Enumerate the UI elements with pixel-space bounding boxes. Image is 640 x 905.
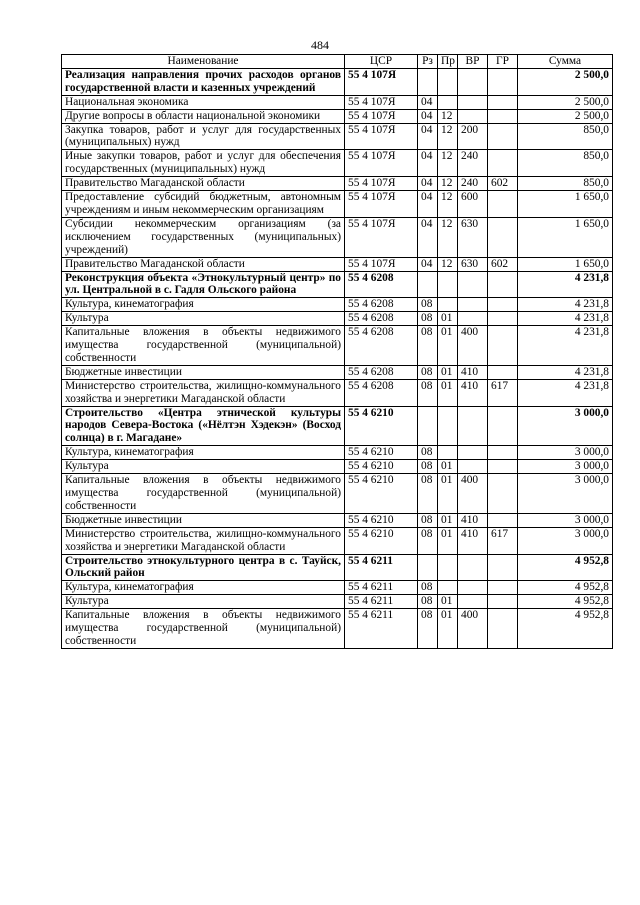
cell-csr: 55 4 6208 [345,326,418,366]
table-row [62,312,613,326]
cell-rz: 08 [418,326,438,366]
cell-vr: 600 [458,191,488,218]
cell-gr [488,365,518,379]
cell-vr [458,460,488,474]
table-row [62,217,613,257]
cell-name: Капитальные вложения в объекты недвижимого имущества государственной (муниципальной) собственности [62,326,345,366]
cell-vr: 400 [458,474,488,514]
cell-pr: 01 [438,474,458,514]
column-header-gr: ГР [488,55,518,69]
cell-vr [458,298,488,312]
cell-csr: 55 4 6210 [345,527,418,554]
cell-rz: 08 [418,581,438,595]
cell-csr: 55 4 107Я [345,217,418,257]
cell-gr [488,554,518,581]
cell-sum: 4 952,8 [518,595,613,609]
cell-vr [458,554,488,581]
table-row [62,123,613,150]
cell-csr: 55 4 6210 [345,474,418,514]
cell-vr [458,95,488,109]
table-row [62,95,613,109]
cell-gr [488,581,518,595]
cell-pr [438,68,458,95]
cell-vr: 630 [458,257,488,271]
cell-name: Культура, кинематография [62,581,345,595]
cell-sum: 3 000,0 [518,513,613,527]
cell-name: Национальная экономика [62,95,345,109]
cell-vr [458,271,488,298]
cell-gr [488,68,518,95]
cell-sum: 3 000,0 [518,446,613,460]
cell-vr [458,406,488,446]
cell-rz [418,271,438,298]
cell-rz: 08 [418,609,438,649]
cell-gr: 602 [488,257,518,271]
cell-csr: 55 4 6208 [345,298,418,312]
table-row [62,257,613,271]
cell-csr: 55 4 6211 [345,595,418,609]
cell-csr: 55 4 6211 [345,554,418,581]
cell-name: Министерство строительства, жилищно-коммунального хозяйства и энергетики Магаданской области [62,527,345,554]
cell-gr [488,271,518,298]
cell-pr: 12 [438,150,458,177]
cell-csr: 55 4 107Я [345,177,418,191]
cell-pr: 12 [438,109,458,123]
cell-pr: 12 [438,177,458,191]
cell-pr: 12 [438,217,458,257]
cell-vr: 200 [458,123,488,150]
cell-pr [438,271,458,298]
column-header-pr: Пр [438,55,458,69]
cell-pr [438,446,458,460]
cell-name: Культура [62,312,345,326]
cell-pr: 01 [438,365,458,379]
cell-pr: 01 [438,326,458,366]
cell-pr: 12 [438,123,458,150]
cell-sum: 4 952,8 [518,609,613,649]
cell-name: Реконструкция объекта «Этнокультурный центр» по ул. Центральной в с. Гадля Ольского района [62,271,345,298]
cell-csr: 55 4 6210 [345,446,418,460]
cell-sum: 4 231,8 [518,298,613,312]
cell-gr [488,95,518,109]
cell-sum: 2 500,0 [518,95,613,109]
cell-sum: 1 650,0 [518,191,613,218]
cell-pr: 01 [438,595,458,609]
cell-name: Бюджетные инвестиции [62,365,345,379]
cell-sum: 4 952,8 [518,581,613,595]
cell-pr [438,406,458,446]
header-row [62,55,613,69]
cell-rz: 04 [418,191,438,218]
cell-pr: 01 [438,609,458,649]
cell-gr [488,109,518,123]
cell-sum: 4 231,8 [518,326,613,366]
cell-csr: 55 4 107Я [345,257,418,271]
cell-sum: 3 000,0 [518,406,613,446]
cell-name: Правительство Магаданской области [62,257,345,271]
table-row [62,554,613,581]
cell-vr [458,581,488,595]
table-row [62,365,613,379]
cell-rz [418,554,438,581]
cell-sum: 4 952,8 [518,554,613,581]
table-row [62,474,613,514]
table-row [62,513,613,527]
column-header-sum: Сумма [518,55,613,69]
cell-csr: 55 4 6208 [345,365,418,379]
cell-gr [488,446,518,460]
cell-rz: 08 [418,365,438,379]
cell-csr: 55 4 107Я [345,123,418,150]
cell-rz: 04 [418,95,438,109]
cell-pr [438,581,458,595]
cell-vr [458,312,488,326]
cell-pr: 01 [438,513,458,527]
cell-rz: 08 [418,474,438,514]
cell-name: Культура [62,595,345,609]
cell-sum: 2 500,0 [518,68,613,95]
cell-name: Культура, кинематография [62,298,345,312]
cell-sum: 850,0 [518,123,613,150]
cell-name: Закупка товаров, работ и услуг для государственных (муниципальных) нужд [62,123,345,150]
cell-pr [438,554,458,581]
cell-csr: 55 4 107Я [345,95,418,109]
table-body [62,68,613,648]
cell-gr [488,474,518,514]
cell-gr [488,312,518,326]
table-row [62,298,613,312]
cell-vr [458,446,488,460]
cell-name: Другие вопросы в области национальной экономики [62,109,345,123]
cell-sum: 4 231,8 [518,379,613,406]
column-header-vr: ВР [458,55,488,69]
cell-pr: 12 [438,257,458,271]
table-row [62,609,613,649]
cell-sum: 1 650,0 [518,217,613,257]
cell-pr [438,298,458,312]
cell-rz: 04 [418,150,438,177]
cell-gr [488,609,518,649]
cell-rz: 04 [418,123,438,150]
cell-sum: 4 231,8 [518,312,613,326]
cell-sum: 4 231,8 [518,271,613,298]
cell-gr [488,460,518,474]
cell-name: Культура [62,460,345,474]
cell-csr: 55 4 6211 [345,581,418,595]
cell-csr: 55 4 6210 [345,513,418,527]
cell-name: Правительство Магаданской области [62,177,345,191]
cell-gr [488,191,518,218]
cell-csr: 55 4 6210 [345,460,418,474]
cell-rz: 08 [418,379,438,406]
table-row [62,460,613,474]
cell-rz: 08 [418,312,438,326]
cell-gr [488,513,518,527]
cell-csr: 55 4 107Я [345,191,418,218]
cell-pr: 01 [438,460,458,474]
cell-gr [488,123,518,150]
table-row [62,326,613,366]
cell-gr [488,595,518,609]
cell-name: Строительство «Центра этнической культуры народов Севера-Востока («Нёлтэн Хэдекэн» (Восход солнца) в г. Магадане» [62,406,345,446]
cell-csr: 55 4 6211 [345,609,418,649]
table-row [62,527,613,554]
cell-sum: 850,0 [518,150,613,177]
cell-gr [488,217,518,257]
cell-name: Иные закупки товаров, работ и услуг для обеспечения государственных (муниципальных) нужд [62,150,345,177]
cell-sum: 1 650,0 [518,257,613,271]
cell-csr: 55 4 107Я [345,150,418,177]
cell-name: Бюджетные инвестиции [62,513,345,527]
cell-csr: 55 4 107Я [345,68,418,95]
cell-pr: 01 [438,527,458,554]
cell-gr [488,406,518,446]
table-row [62,406,613,446]
cell-gr [488,326,518,366]
cell-vr [458,68,488,95]
cell-pr: 01 [438,379,458,406]
table-row [62,109,613,123]
cell-name: Строительство этнокультурного центра в с. Тауйск, Ольский район [62,554,345,581]
cell-sum: 850,0 [518,177,613,191]
cell-rz [418,406,438,446]
cell-rz: 08 [418,298,438,312]
cell-csr: 55 4 6208 [345,271,418,298]
cell-name: Предоставление субсидий бюджетным, автономным учреждениям и иным некоммерческим организациям [62,191,345,218]
cell-rz: 08 [418,513,438,527]
cell-vr: 410 [458,365,488,379]
table-row [62,177,613,191]
cell-gr: 617 [488,527,518,554]
table-header [62,55,613,69]
cell-vr: 410 [458,513,488,527]
cell-rz: 08 [418,460,438,474]
cell-csr: 55 4 6208 [345,379,418,406]
cell-rz: 04 [418,177,438,191]
cell-rz: 08 [418,595,438,609]
cell-vr: 400 [458,609,488,649]
cell-csr: 55 4 6210 [345,406,418,446]
table-row [62,150,613,177]
cell-sum: 3 000,0 [518,460,613,474]
table-row [62,446,613,460]
cell-pr: 12 [438,191,458,218]
table-row [62,581,613,595]
cell-vr: 410 [458,527,488,554]
cell-sum: 3 000,0 [518,474,613,514]
cell-vr [458,109,488,123]
cell-sum: 3 000,0 [518,527,613,554]
cell-csr: 55 4 6208 [345,312,418,326]
cell-vr: 240 [458,177,488,191]
cell-vr: 400 [458,326,488,366]
column-header-name: Наименование [62,55,345,69]
cell-vr: 630 [458,217,488,257]
cell-rz: 08 [418,446,438,460]
cell-name: Реализация направления прочих расходов органов государственной власти и казенных учреждений [62,68,345,95]
page-number: 484 [311,38,329,52]
cell-sum: 2 500,0 [518,109,613,123]
table-row [62,595,613,609]
table-row [62,68,613,95]
cell-gr: 602 [488,177,518,191]
budget-table [61,54,613,649]
cell-gr [488,150,518,177]
column-header-csr: ЦСР [345,55,418,69]
cell-rz: 04 [418,257,438,271]
cell-rz: 04 [418,217,438,257]
column-header-rz: Рз [418,55,438,69]
table-row [62,271,613,298]
cell-name: Министерство строительства, жилищно-коммунального хозяйства и энергетики Магаданской области [62,379,345,406]
cell-name: Капитальные вложения в объекты недвижимого имущества государственной (муниципальной) собственности [62,474,345,514]
cell-pr [438,95,458,109]
cell-name: Капитальные вложения в объекты недвижимого имущества государственной (муниципальной) собственности [62,609,345,649]
cell-gr: 617 [488,379,518,406]
cell-pr: 01 [438,312,458,326]
cell-vr: 410 [458,379,488,406]
cell-vr: 240 [458,150,488,177]
table-row [62,191,613,218]
cell-rz: 04 [418,109,438,123]
cell-gr [488,298,518,312]
cell-name: Культура, кинематография [62,446,345,460]
cell-rz [418,68,438,95]
cell-name: Субсидии некоммерческим организациям (за исключением государственных (муниципальных) учреждений) [62,217,345,257]
table-row [62,379,613,406]
cell-vr [458,595,488,609]
cell-csr: 55 4 107Я [345,109,418,123]
cell-sum: 4 231,8 [518,365,613,379]
cell-rz: 08 [418,527,438,554]
